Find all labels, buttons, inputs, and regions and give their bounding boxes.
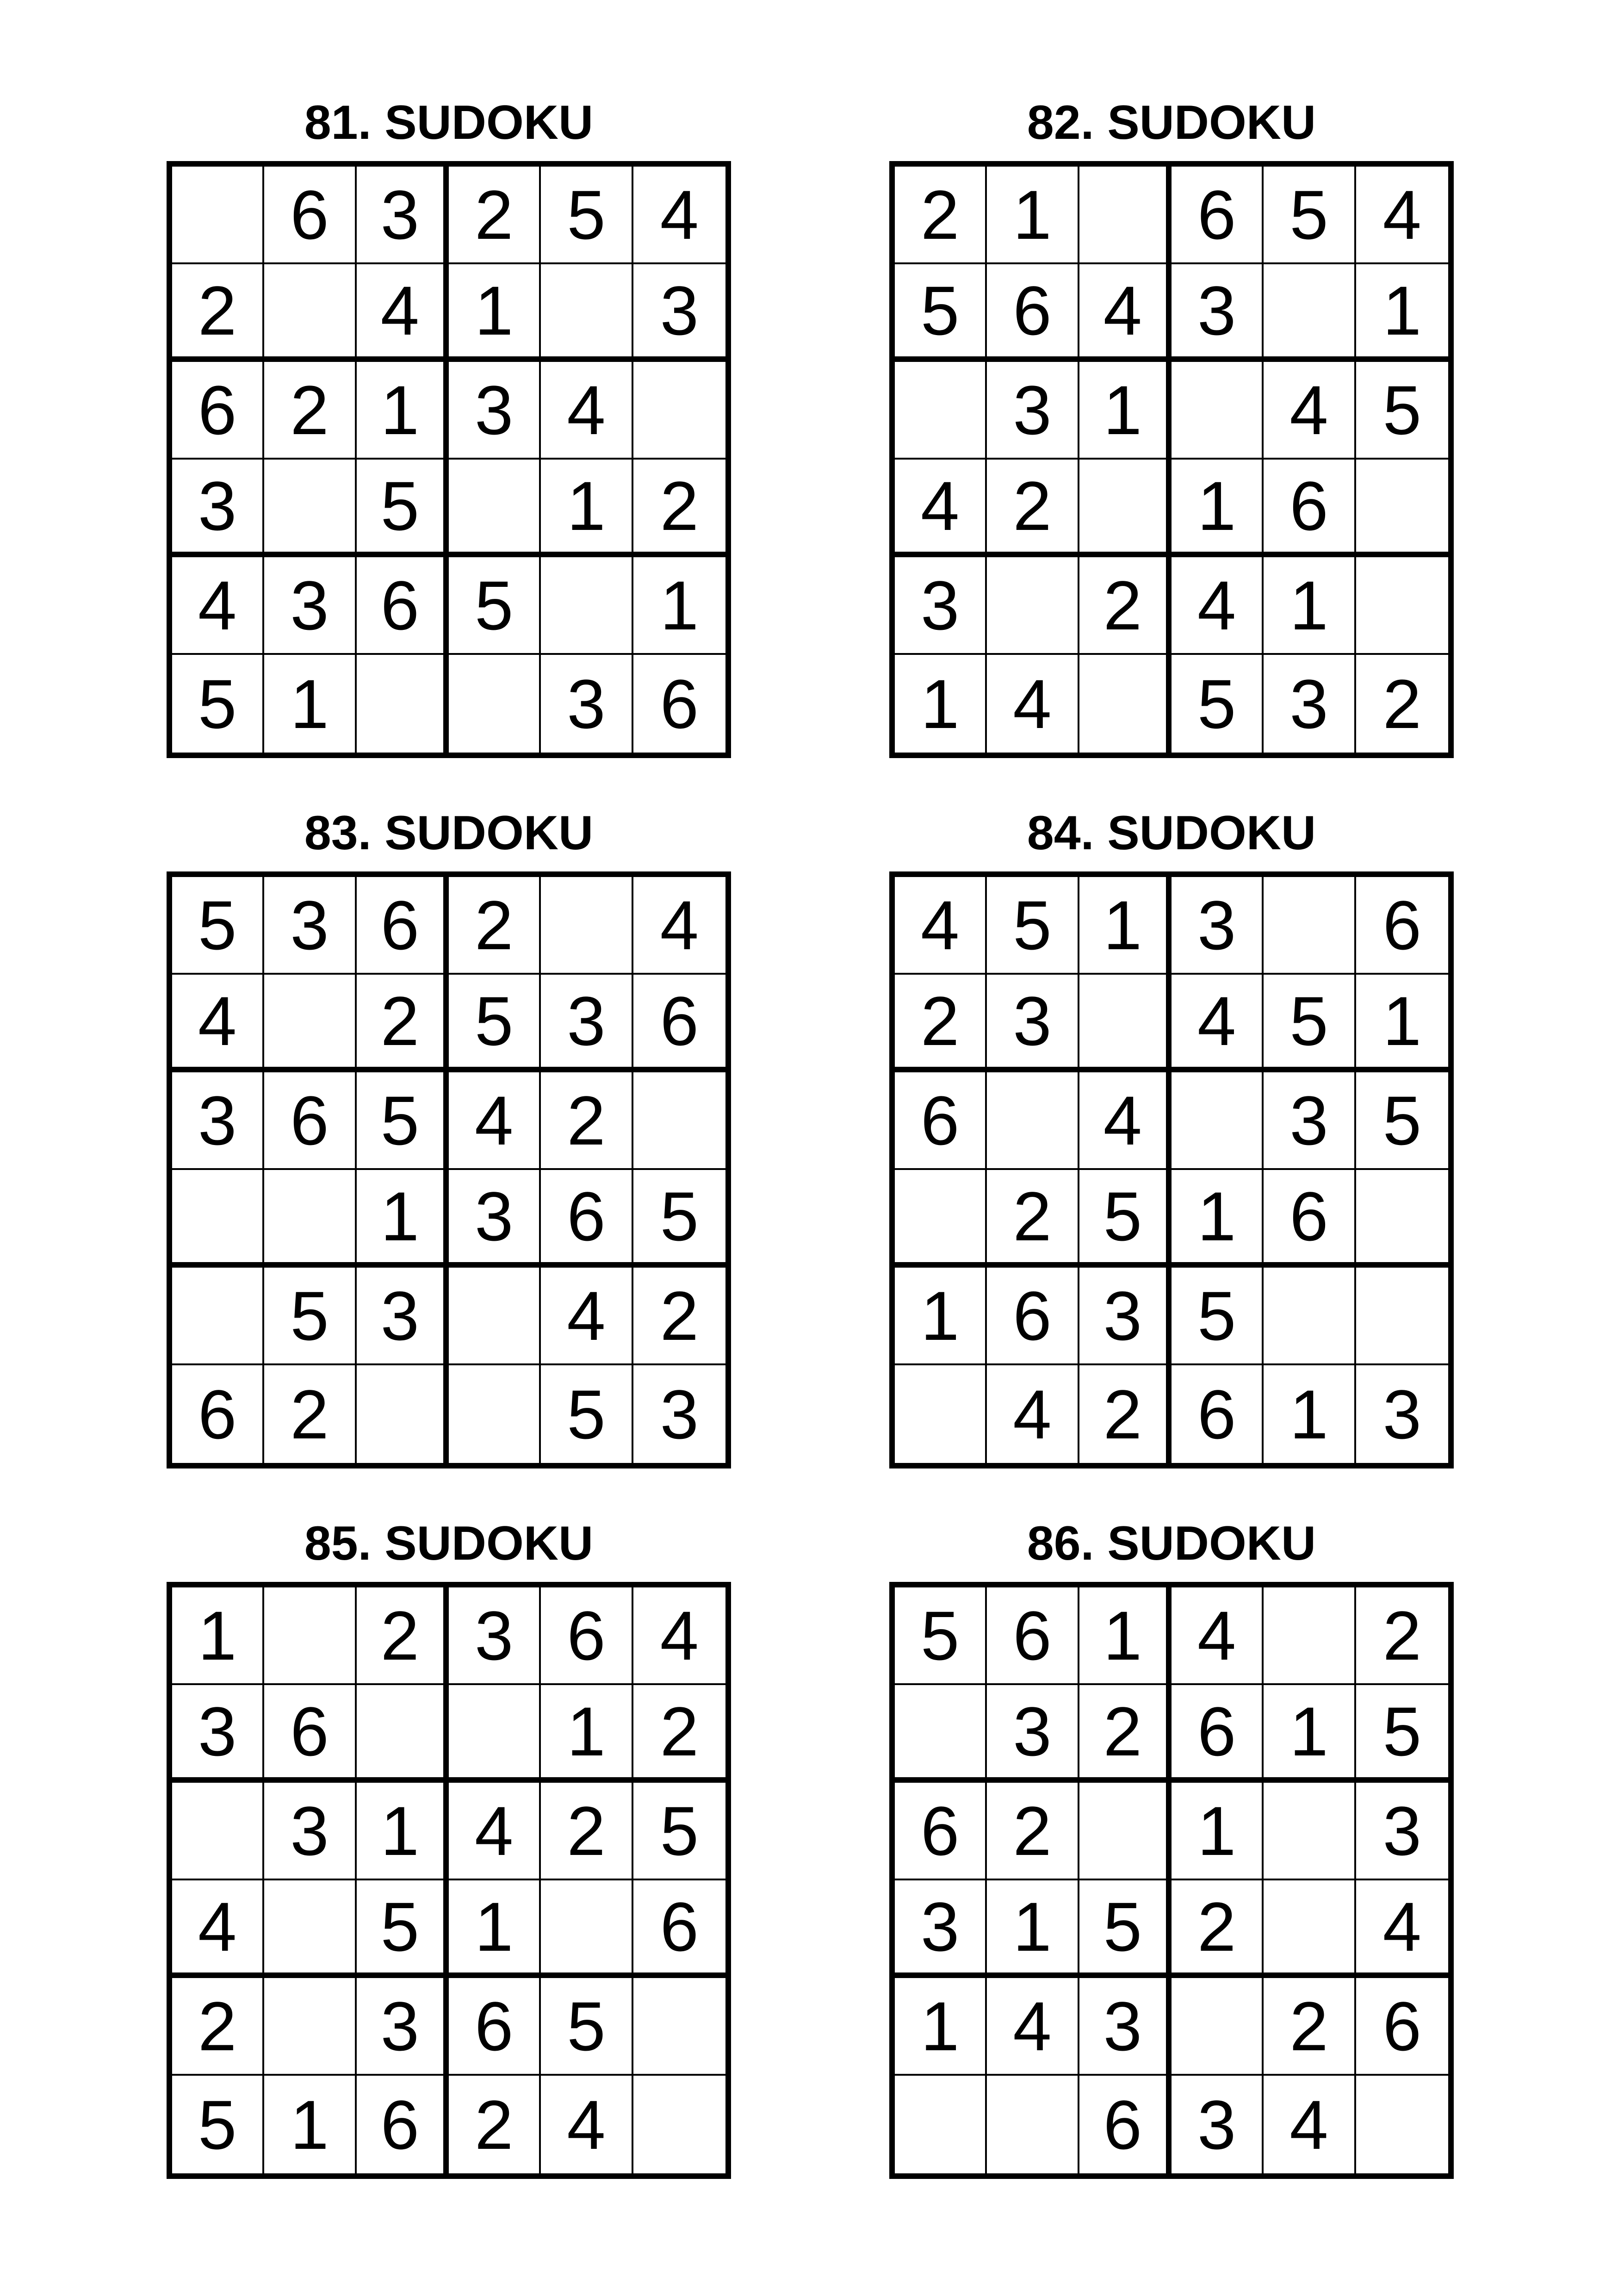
sudoku-cell: 6	[357, 2076, 449, 2173]
sudoku-cell-empty	[1264, 1268, 1356, 1365]
sudoku-cell-empty	[1264, 1587, 1356, 1685]
sudoku-cell: 3	[1172, 877, 1264, 975]
sudoku-cell-empty	[1079, 655, 1172, 753]
sudoku-cell: 3	[449, 1170, 541, 1268]
sudoku-cell-empty	[264, 460, 356, 557]
sudoku-cell: 2	[987, 460, 1079, 557]
sudoku-cell: 4	[172, 557, 264, 655]
sudoku-cell-empty	[1264, 1783, 1356, 1880]
sudoku-cell: 5	[172, 2076, 264, 2173]
sudoku-cell: 4	[1264, 362, 1356, 460]
sudoku-cell-empty	[895, 1685, 987, 1783]
sudoku-cell-empty	[1079, 167, 1172, 264]
sudoku-cell: 2	[172, 264, 264, 362]
sudoku-cell: 1	[449, 264, 541, 362]
sudoku-cell: 4	[541, 2076, 633, 2173]
sudoku-cell: 3	[449, 1587, 541, 1685]
sudoku-cell: 5	[633, 1170, 725, 1268]
sudoku-grid	[889, 871, 1454, 1468]
sudoku-cell: 1	[541, 1685, 633, 1783]
sudoku-cell: 5	[357, 460, 449, 557]
sudoku-cell: 1	[987, 167, 1079, 264]
sudoku-cell: 1	[1356, 975, 1448, 1072]
sudoku-cell: 3	[895, 1880, 987, 1978]
sudoku-cell: 6	[987, 264, 1079, 362]
sudoku-cell: 6	[1172, 167, 1264, 264]
sudoku-cell: 4	[633, 877, 725, 975]
sudoku-cell: 3	[357, 1978, 449, 2076]
sudoku-cell: 2	[633, 1268, 725, 1365]
sudoku-cell: 2	[541, 1072, 633, 1170]
sudoku-cell: 1	[357, 1170, 449, 1268]
sudoku-cell-empty	[264, 1170, 356, 1268]
sudoku-cell-empty	[1079, 460, 1172, 557]
sudoku-cell: 4	[895, 460, 987, 557]
sudoku-cell-empty	[1356, 557, 1448, 655]
sudoku-cell-empty	[1264, 264, 1356, 362]
sudoku-cell-empty	[1172, 362, 1264, 460]
sudoku-cell: 2	[895, 975, 987, 1072]
sudoku-cell: 1	[1079, 1587, 1172, 1685]
sudoku-cell: 2	[449, 877, 541, 975]
sudoku-cell: 6	[987, 1587, 1079, 1685]
sudoku-cell: 2	[1079, 1685, 1172, 1783]
sudoku-cell: 3	[172, 1685, 264, 1783]
sudoku-cell: 3	[264, 1783, 356, 1880]
sudoku-cell: 1	[633, 557, 725, 655]
sudoku-cell: 4	[172, 975, 264, 1072]
sudoku-cell: 5	[541, 1365, 633, 1463]
sudoku-cell: 4	[357, 264, 449, 362]
sudoku-cell: 3	[1079, 1978, 1172, 2076]
sudoku-cell: 4	[633, 167, 725, 264]
sudoku-cell: 6	[660, 665, 699, 743]
sudoku-cell: 2	[449, 167, 541, 264]
sudoku-cell: 4	[987, 655, 1079, 753]
sudoku-cell: 5	[1264, 167, 1356, 264]
sudoku-cell: 6	[541, 1587, 633, 1685]
sudoku-cell-empty	[541, 1880, 633, 1978]
sudoku-cell: 1	[987, 1880, 1079, 1978]
sudoku-cell-empty	[1356, 2076, 1448, 2173]
sudoku-cell: 5	[987, 877, 1079, 975]
sudoku-cell-empty	[449, 1685, 541, 1783]
sudoku-cell: 2	[1264, 1978, 1356, 2076]
sudoku-cell: 6	[895, 1783, 987, 1880]
sudoku-cell-empty	[172, 1268, 264, 1365]
sudoku-cell: 5	[1079, 1880, 1172, 1978]
sudoku-cell: 6	[264, 167, 356, 264]
sudoku-grid	[167, 871, 731, 1468]
sudoku-cell: 3	[264, 557, 356, 655]
sudoku-cell: 6	[264, 1685, 356, 1783]
sudoku-cell: 2	[987, 1170, 1079, 1268]
sudoku-cell-empty	[172, 1170, 264, 1268]
sudoku-cell: 2	[449, 2076, 541, 2173]
sudoku-cell: 4	[1356, 1880, 1448, 1978]
sudoku-cell: 2	[264, 1365, 356, 1463]
sudoku-cell: 3	[987, 362, 1079, 460]
sudoku-cell: 6	[1356, 877, 1448, 975]
sudoku-cell-empty	[987, 557, 1079, 655]
sudoku-cell: 2	[172, 1978, 264, 2076]
sudoku-cell: 3	[1382, 1375, 1422, 1453]
sudoku-cell-empty	[1356, 1268, 1448, 1365]
sudoku-cell-empty	[449, 460, 541, 557]
sudoku-cell-empty	[633, 1072, 725, 1170]
sudoku-cell: 5	[449, 557, 541, 655]
sudoku-cell-empty	[895, 1170, 987, 1268]
sudoku-cell: 3	[1264, 1072, 1356, 1170]
sudoku-cell: 2	[1079, 1365, 1172, 1463]
sudoku-cell-empty	[1172, 1072, 1264, 1170]
sudoku-cell: 3	[987, 1685, 1079, 1783]
sudoku-cell: 2	[633, 460, 725, 557]
sudoku-cell: 4	[895, 877, 987, 975]
sudoku-cell-empty	[264, 1880, 356, 1978]
sudoku-cell: 1	[1264, 1365, 1356, 1463]
sudoku-cell-empty	[1079, 975, 1172, 1072]
sudoku-cell: 5	[357, 1880, 449, 1978]
sudoku-cell: 1	[895, 1978, 987, 2076]
sudoku-cell: 6	[541, 1170, 633, 1268]
sudoku-cell: 4	[1172, 1587, 1264, 1685]
sudoku-cell: 2	[895, 167, 987, 264]
sudoku-cell: 1	[357, 1783, 449, 1880]
sudoku-cell-empty	[1356, 1170, 1448, 1268]
sudoku-cell: 3	[449, 362, 541, 460]
puzzle-title: 82. SUDOKU	[1027, 96, 1316, 149]
sudoku-cell-empty	[633, 2076, 725, 2173]
sudoku-cell: 5	[895, 264, 987, 362]
sudoku-cell: 5	[1079, 1170, 1172, 1268]
sudoku-cell: 3	[264, 877, 356, 975]
sudoku-cell-empty	[264, 1978, 356, 2076]
sudoku-cell: 4	[1264, 2076, 1356, 2173]
sudoku-cell: 6	[1172, 1685, 1264, 1783]
sudoku-cell-empty	[633, 1978, 725, 2076]
sudoku-cell: 4	[449, 1783, 541, 1880]
sudoku-cell-empty	[633, 362, 725, 460]
sudoku-cell: 2	[541, 1783, 633, 1880]
sudoku-cell-empty	[264, 975, 356, 1072]
sudoku-cell: 3	[1356, 1783, 1448, 1880]
sudoku-cell: 4	[541, 362, 633, 460]
sudoku-cell-empty	[541, 557, 633, 655]
sudoku-cell: 6	[1079, 2076, 1172, 2173]
sudoku-cell: 2	[987, 1783, 1079, 1880]
sudoku-cell: 6	[357, 557, 449, 655]
sudoku-cell: 1	[895, 655, 987, 753]
sudoku-cell: 5	[1356, 1685, 1448, 1783]
sudoku-cell: 1	[895, 1268, 987, 1365]
sudoku-cell: 1	[1172, 1783, 1264, 1880]
sudoku-cell: 2	[264, 362, 356, 460]
sudoku-grid	[889, 1582, 1454, 2179]
sudoku-cell: 3	[357, 1268, 449, 1365]
sudoku-cell-empty	[987, 1072, 1079, 1170]
sudoku-cell: 5	[264, 1268, 356, 1365]
sudoku-cell: 2	[1356, 1587, 1448, 1685]
sudoku-cell-empty	[541, 877, 633, 975]
sudoku-cell: 1	[1264, 557, 1356, 655]
sudoku-cell: 4	[1356, 167, 1448, 264]
sudoku-cell: 6	[987, 1268, 1079, 1365]
sudoku-cell: 1	[1079, 362, 1172, 460]
sudoku-cell: 6	[1264, 460, 1356, 557]
sudoku-cell: 6	[264, 1072, 356, 1170]
sudoku-cell-empty	[357, 1685, 449, 1783]
sudoku-cell: 5	[449, 975, 541, 1072]
sudoku-cell: 6	[1172, 1365, 1264, 1463]
sudoku-cell: 3	[987, 975, 1079, 1072]
sudoku-cell-empty	[449, 1365, 541, 1463]
sudoku-cell: 3	[1172, 264, 1264, 362]
sudoku-cell: 4	[1172, 975, 1264, 1072]
sudoku-cell: 5	[633, 1783, 725, 1880]
sudoku-cell: 1	[1356, 264, 1448, 362]
sudoku-cell: 4	[172, 1880, 264, 1978]
sudoku-cell-empty	[172, 1783, 264, 1880]
sudoku-cell: 5	[1172, 1268, 1264, 1365]
sudoku-cell: 2	[1172, 1880, 1264, 1978]
sudoku-cell: 4	[1079, 264, 1172, 362]
sudoku-cell: 5	[541, 1978, 633, 2076]
sudoku-cell-empty	[1264, 1880, 1356, 1978]
sudoku-cell: 1	[357, 362, 449, 460]
sudoku-cell: 4	[987, 1978, 1079, 2076]
sudoku-cell-empty	[1264, 877, 1356, 975]
sudoku-cell: 6	[357, 877, 449, 975]
sudoku-cell-empty	[541, 264, 633, 362]
sudoku-cell: 6	[633, 1880, 725, 1978]
sudoku-cell-empty	[1079, 1783, 1172, 1880]
sudoku-cell: 5	[1264, 975, 1356, 1072]
sudoku-cell: 6	[1356, 1978, 1448, 2076]
sudoku-cell: 1	[1172, 1170, 1264, 1268]
sudoku-cell: 2	[357, 975, 449, 1072]
sudoku-cell: 1	[1079, 877, 1172, 975]
sudoku-grid	[167, 1582, 731, 2179]
sudoku-cell-empty	[987, 2076, 1079, 2173]
sudoku-cell-empty	[172, 167, 264, 264]
sudoku-cell: 6	[172, 1365, 264, 1463]
sudoku-grid	[167, 161, 731, 758]
sudoku-cell: 2	[633, 1685, 725, 1783]
sudoku-cell: 3	[541, 975, 633, 1072]
sudoku-cell: 2	[1382, 665, 1422, 743]
sudoku-cell: 5	[541, 167, 633, 264]
sudoku-cell: 1	[1264, 1685, 1356, 1783]
sudoku-cell-empty	[264, 1587, 356, 1685]
sudoku-cell: 3	[1079, 1268, 1172, 1365]
sudoku-cell-empty	[357, 1365, 449, 1463]
sudoku-cell: 1	[264, 2076, 356, 2173]
sudoku-cell-empty	[1356, 460, 1448, 557]
sudoku-cell-empty	[449, 1268, 541, 1365]
sudoku-grid	[889, 161, 1454, 758]
sudoku-cell: 3	[1172, 2076, 1264, 2173]
sudoku-cell: 5	[1356, 362, 1448, 460]
sudoku-cell: 3	[172, 1072, 264, 1170]
sudoku-cell: 1	[172, 1587, 264, 1685]
sudoku-cell: 5	[357, 1072, 449, 1170]
puzzle-title: 81. SUDOKU	[304, 96, 594, 149]
sudoku-cell-empty	[895, 362, 987, 460]
sudoku-cell: 6	[895, 1072, 987, 1170]
sudoku-cell: 6	[633, 975, 725, 1072]
sudoku-cell: 4	[541, 1268, 633, 1365]
sudoku-cell: 6	[1264, 1170, 1356, 1268]
sudoku-cell-empty	[264, 264, 356, 362]
sudoku-cell: 1	[449, 1880, 541, 1978]
sudoku-cell-empty	[1172, 1978, 1264, 2076]
sudoku-cell: 5	[172, 655, 264, 753]
sudoku-cell: 5	[895, 1587, 987, 1685]
sudoku-cell: 3	[357, 167, 449, 264]
sudoku-cell: 1	[264, 655, 356, 753]
sudoku-cell: 2	[357, 1587, 449, 1685]
puzzle-title: 86. SUDOKU	[1027, 1517, 1316, 1570]
sudoku-cell: 4	[987, 1365, 1079, 1463]
sudoku-cell: 3	[541, 655, 633, 753]
sudoku-cell: 3	[660, 1375, 699, 1453]
sudoku-cell: 5	[1172, 655, 1264, 753]
sudoku-cell: 3	[1264, 655, 1356, 753]
sudoku-cell-empty	[895, 2076, 987, 2173]
sudoku-cell: 3	[172, 460, 264, 557]
sudoku-cell-empty	[357, 655, 449, 753]
sudoku-cell: 5	[1356, 1072, 1448, 1170]
puzzle-title: 83. SUDOKU	[304, 806, 594, 860]
puzzle-title: 85. SUDOKU	[304, 1517, 594, 1570]
puzzle-title: 84. SUDOKU	[1027, 806, 1316, 860]
sudoku-cell: 6	[172, 362, 264, 460]
sudoku-cell-empty	[895, 1365, 987, 1463]
sudoku-cell-empty	[449, 655, 541, 753]
sudoku-cell: 2	[1079, 557, 1172, 655]
sudoku-cell: 4	[449, 1072, 541, 1170]
sudoku-cell: 1	[541, 460, 633, 557]
sudoku-cell: 6	[449, 1978, 541, 2076]
sudoku-cell: 5	[172, 877, 264, 975]
sudoku-cell: 4	[1079, 1072, 1172, 1170]
sudoku-cell: 4	[1172, 557, 1264, 655]
sudoku-cell: 3	[895, 557, 987, 655]
sudoku-cell: 1	[1172, 460, 1264, 557]
sudoku-cell: 3	[633, 264, 725, 362]
sudoku-cell: 4	[633, 1587, 725, 1685]
